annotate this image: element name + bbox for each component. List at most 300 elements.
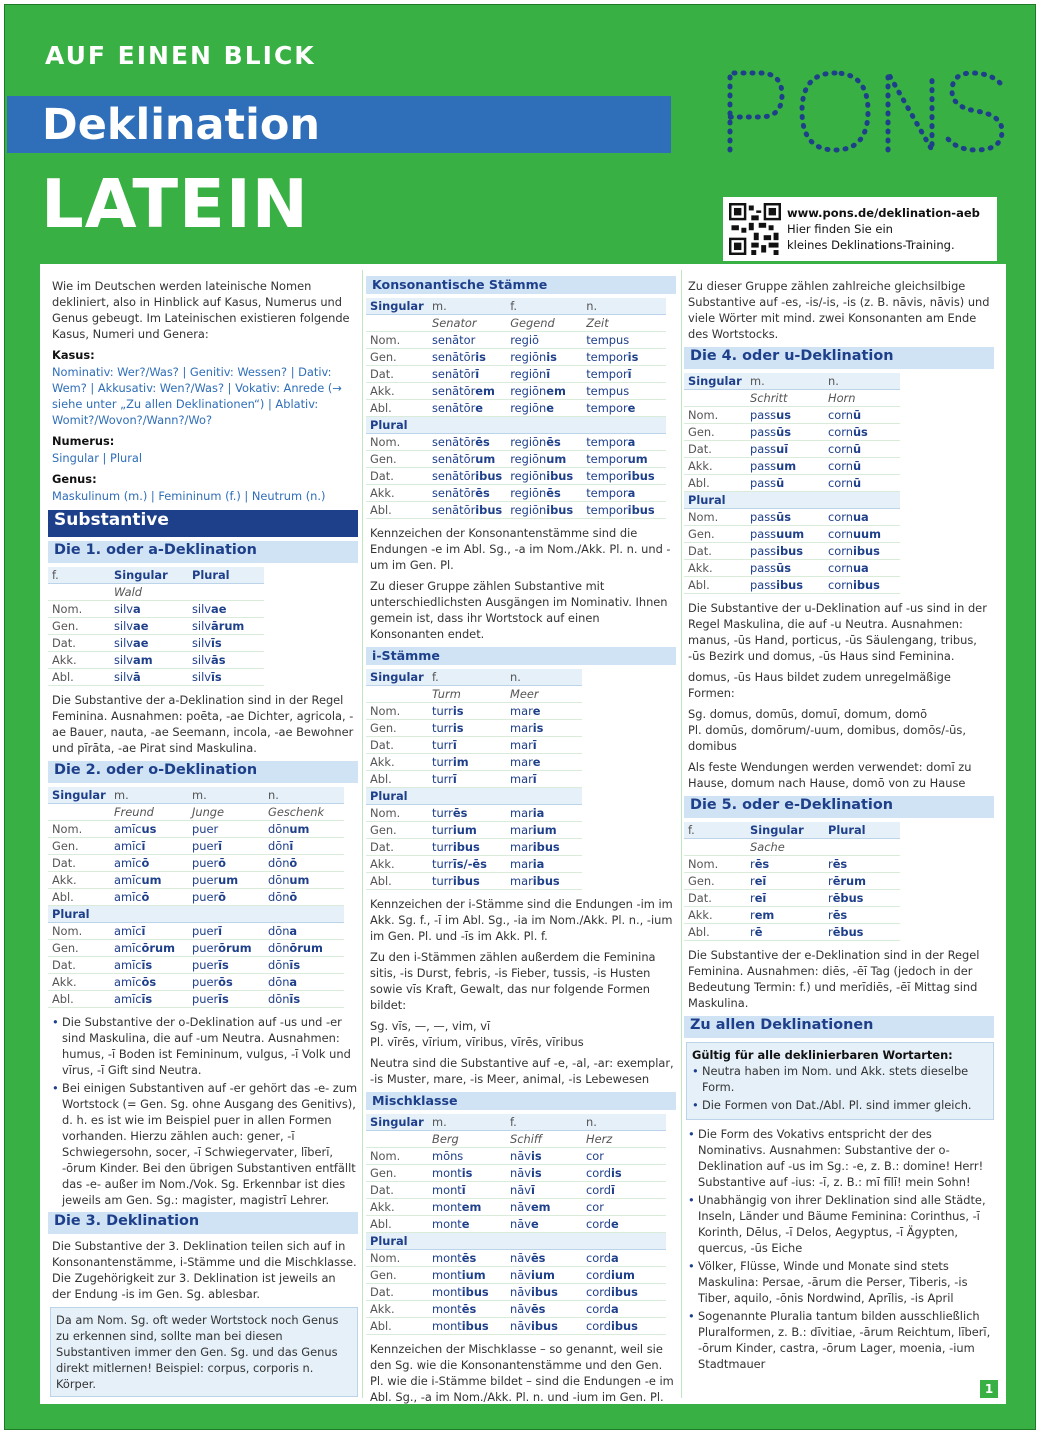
word-ending: ī (532, 772, 537, 786)
word-ending: ū (852, 476, 862, 490)
form-cell (264, 855, 344, 872)
case-label: Akk. (48, 872, 110, 889)
table-decl-5 (684, 822, 900, 941)
table-row (366, 703, 582, 720)
form-cell (428, 856, 506, 873)
vis-plural: Pl. vīrēs, vīrium, vīribus, vīrēs, vīribus (370, 1035, 584, 1049)
word-ending: e (475, 401, 483, 415)
form-cell (824, 856, 900, 873)
word-stem: cord (586, 1251, 611, 1265)
header-cell: m. (746, 373, 824, 390)
case-label: Abl. (684, 475, 746, 492)
heading-decl-2: Die 2. oder o-Deklination (48, 761, 358, 783)
form-cell (428, 1165, 506, 1182)
word-stem: mont (432, 1285, 462, 1299)
form-cell (428, 349, 506, 366)
header-cell: Singular (366, 669, 428, 686)
word-ending: ō (218, 890, 226, 904)
header-cell: Senator (428, 315, 506, 332)
word-stem: pass (750, 527, 777, 541)
word-stem: mar (510, 755, 533, 769)
table-row (684, 407, 900, 424)
table-row (366, 873, 582, 890)
header-cell: f. (428, 669, 506, 686)
table-row (48, 601, 264, 618)
word-stem: puer (192, 958, 219, 972)
form-cell (428, 1318, 506, 1335)
word-ending: ī (461, 1183, 466, 1197)
case-label: Dat. (366, 737, 428, 754)
table-header-row (366, 669, 582, 686)
word-ending: ī (530, 1183, 535, 1197)
word-stem: mar (510, 874, 533, 888)
form-cell (746, 543, 824, 560)
header-cell: Sache (746, 839, 824, 856)
word-ending: um (776, 459, 797, 473)
rule-box-item: • Neutra haben im Nom. und Akk. stets dieselbe Form. (692, 1063, 988, 1095)
column-divider (681, 270, 682, 1398)
form-cell (428, 720, 506, 737)
word-stem: senātōr (432, 486, 476, 500)
table-row (48, 889, 344, 906)
form-cell (506, 349, 582, 366)
word-stem: senātōr (432, 452, 476, 466)
header-cell: Plural (824, 822, 900, 839)
word-stem: turr (432, 721, 453, 735)
word-ending: e (546, 401, 554, 415)
word-ending: ibus (627, 469, 655, 483)
header-cell (428, 417, 506, 434)
word-stem: pass (750, 459, 777, 473)
general-rule-vokativ: • Die Form des Vokativs entspricht der des Nominativs. Ausnahmen: Substantive der o-Deklination auf -us im Sg.: -e, z. B.: domine! Herr! Substantive auf -ius: -ī, z. B.: mī fīlī! mein Sohn! (688, 1126, 994, 1190)
form-cell (746, 907, 824, 924)
qr-line-2: kleines Deklinations-Training. (787, 238, 955, 252)
table-row (366, 754, 582, 771)
word-stem: pass (750, 510, 777, 524)
form-cell (264, 974, 344, 991)
case-label: Akk. (48, 652, 110, 669)
case-label: Akk. (48, 974, 110, 991)
word-ending: is (475, 350, 486, 364)
word-ending: ō (289, 856, 298, 870)
header-cell: Wald (110, 584, 188, 601)
word-stem: pass (750, 578, 777, 592)
word-ending: uum (776, 527, 805, 541)
form-cell (188, 635, 264, 652)
form-cell (428, 1267, 506, 1284)
word-ending: us (141, 822, 157, 836)
word-ending: ibus (461, 1319, 489, 1333)
word-stem: nāv (510, 1285, 531, 1299)
word-ending: ērum (832, 874, 867, 888)
header-cell: Singular (366, 298, 428, 315)
general-rule-pluralia-tantum: • Sogenannte Pluralia tantum bilden ausschließlich Pluralformen, z. B.: dīvitiae, -ārum Reichtum, līberī, -ōrum Kinder, castra, -ōrum Lager, moenia, -ium Stadtmauer (688, 1308, 994, 1372)
word-stem: mont (432, 1268, 462, 1282)
general-rule-maskulina: • Völker, Flüsse, Winde und Monate sind stets Maskulina: Persae, -ārum die Perser, Tiberis, -is Tiber, aquilo, -ōnis Nordwind, Aprīlis, -is April (688, 1258, 994, 1306)
word-ending: em (530, 1200, 551, 1214)
pons-logo (720, 65, 1010, 155)
header-cell: n. (264, 787, 344, 804)
note-mischklasse: Kennzeichen der Mischklasse – so genannt, weil sie den Sg. wie die Konsonantenstämme und den Gen. Pl. wie die i-Stämme bildet – sind die Endungen -e im Abl. Sg., -a im Nom./Akk. Pl. n. und -ium im Gen. Pl. (370, 1342, 674, 1404)
word-ending: īs (141, 992, 153, 1006)
form-cell (110, 635, 188, 652)
word-stem: tempor (586, 401, 628, 415)
word-stem: senātōr (432, 367, 476, 381)
word-stem: dōn (268, 975, 290, 989)
word-stem: silv (192, 636, 212, 650)
header-cell (188, 906, 264, 923)
vis-singular: Sg. vīs, —, —, vim, vī (370, 1019, 491, 1033)
case-label: Gen. (366, 1267, 428, 1284)
header-cell: n. (824, 373, 900, 390)
word-ending: is (610, 1166, 622, 1180)
form-cell (428, 805, 506, 822)
table-row (366, 805, 582, 822)
case-label: Nom. (366, 434, 428, 451)
word-stem: cord (586, 1217, 611, 1231)
table-row (684, 543, 900, 560)
table-row (366, 839, 582, 856)
word-stem: dōn (268, 856, 290, 870)
word-stem: nāv (510, 1319, 531, 1333)
word-ending: ium (461, 1268, 486, 1282)
word-ending: a (627, 435, 636, 449)
form-cell (824, 424, 900, 441)
word-ending: a (133, 602, 141, 616)
word-stem: pass (750, 408, 777, 422)
case-label: Nom. (48, 821, 110, 838)
form-cell (582, 383, 666, 400)
word-stem: corn (828, 425, 853, 439)
word-ending: ibus (452, 840, 480, 854)
form-cell (506, 1216, 582, 1233)
word-stem: cord (586, 1319, 611, 1333)
case-label: Abl. (684, 924, 746, 941)
word-ending: is (530, 1166, 542, 1180)
table-row (48, 855, 344, 872)
header-cell (428, 1233, 506, 1250)
form-cell (506, 805, 582, 822)
word-ending: ēs (461, 1302, 477, 1316)
table-row (684, 509, 900, 526)
word-stem: r (828, 925, 833, 939)
header-cell: Freund (110, 804, 188, 821)
form-cell (428, 703, 506, 720)
word-ending: ua (852, 510, 869, 524)
form-cell (264, 940, 344, 957)
form-cell (582, 502, 666, 519)
form-cell (110, 889, 188, 906)
form-cell (506, 754, 582, 771)
word-ending: e (610, 1217, 619, 1231)
word-ending: um (546, 452, 567, 466)
case-label: Akk. (366, 485, 428, 502)
word-stem: regiōn (510, 435, 547, 449)
case-label: Nom. (48, 601, 110, 618)
word-ending: ium (610, 1268, 635, 1282)
word-stem: regiōn (510, 350, 547, 364)
form-cell (824, 526, 900, 543)
word-stem: amīc (114, 992, 142, 1006)
word-stem: mont (432, 1166, 462, 1180)
word-stem: dōn (268, 839, 290, 853)
form-cell (824, 441, 900, 458)
table-row (684, 873, 900, 890)
form-cell (582, 400, 666, 417)
word-ending: is (627, 350, 639, 364)
form-cell (428, 434, 506, 451)
form-cell (746, 526, 824, 543)
header-cell: Plural (188, 567, 264, 584)
header-cell (366, 1131, 428, 1148)
form-cell (506, 366, 582, 383)
word-ending: ī (452, 772, 457, 786)
form-cell (506, 1284, 582, 1301)
word-stem: senātōr (432, 384, 476, 398)
word-stem: tempor (586, 452, 628, 466)
header-cell: f. (506, 298, 582, 315)
content-sheet (40, 264, 1006, 1404)
word-stem: r (750, 891, 755, 905)
word-stem: mar (510, 840, 533, 854)
word-stem: silv (114, 602, 134, 616)
word-stem: nāv (510, 1302, 531, 1316)
header-cell (684, 839, 746, 856)
word-stem: silv (192, 653, 212, 667)
form-cell (582, 1267, 666, 1284)
form-cell (264, 923, 344, 940)
form-cell (506, 1182, 582, 1199)
word-stem: turr (432, 874, 453, 888)
form-cell (188, 618, 264, 635)
form-cell (506, 1318, 582, 1335)
word-stem: dōn (268, 958, 290, 972)
word-ending: ī (452, 738, 457, 752)
form-cell (506, 1199, 582, 1216)
word-ending: ūs (776, 510, 791, 524)
word-ending: is (532, 721, 544, 735)
word-stem: nāv (510, 1268, 531, 1282)
form-cell (428, 366, 506, 383)
heading-decl-3: Die 3. Deklination (48, 1212, 358, 1234)
case-label: Nom. (366, 703, 428, 720)
table-row (48, 821, 344, 838)
table-row (366, 451, 666, 468)
form-cell (428, 502, 506, 519)
word-ending: e (532, 755, 541, 769)
word-ending: e (532, 704, 541, 718)
case-label: Dat. (366, 1182, 428, 1199)
header-cell: Singular (684, 373, 746, 390)
form-cell (746, 407, 824, 424)
word-stem: mont (432, 1200, 462, 1214)
word-stem: silv (114, 670, 134, 684)
table-row (684, 560, 900, 577)
table-row (366, 366, 666, 383)
table-row (366, 1267, 666, 1284)
word-ending: ī (141, 839, 146, 853)
header-cell: Plural (684, 492, 746, 509)
word-ending: ibus (776, 578, 804, 592)
kasus-label: Kasus: (52, 348, 95, 362)
word-ending: ī (218, 924, 223, 938)
header-cell (746, 492, 824, 509)
word-ending: ia (532, 857, 545, 871)
case-label: Gen. (684, 424, 746, 441)
form-cell (824, 475, 900, 492)
word-stem: amīc (114, 924, 142, 938)
word-ending: a (627, 486, 636, 500)
case-label: Abl. (366, 1216, 428, 1233)
form-cell (110, 957, 188, 974)
header-cell (506, 417, 582, 434)
word-stem: nāv (510, 1200, 531, 1214)
word-stem: amīc (114, 873, 142, 887)
word-stem: turr (432, 857, 453, 871)
case-label: Abl. (366, 1318, 428, 1335)
word-ending: ū (776, 476, 785, 490)
form-cell (506, 720, 582, 737)
word-stem: regiōn (510, 469, 547, 483)
header-cell: Singular (110, 567, 188, 584)
header-cell (428, 788, 506, 805)
word-stem: nāv (510, 1251, 531, 1265)
header-cell: n. (506, 669, 582, 686)
word-stem: mar (510, 857, 533, 871)
word-ending: ibus (532, 840, 560, 854)
case-label: Abl. (48, 669, 110, 686)
word-stem: dōn (268, 924, 290, 938)
table-row (684, 424, 900, 441)
form-cell (110, 940, 188, 957)
word-ending: ō (141, 856, 150, 870)
word-ending: eī (754, 874, 767, 888)
rule-box-title: Gültig für alle deklinierbaren Wortarten: (692, 1048, 953, 1062)
case-label: Akk. (684, 907, 746, 924)
form-cell (188, 855, 264, 872)
kasus-list: Nominativ: Wer?/Was? | Genitiv: Wessen? | Dativ: Wem? | Akkusativ: Wen?/Was? | Vokativ: Anrede (→ siehe unter „Zu allen Deklinationen“) | Ablativ: Womit?/Wovon?/Wann?/Wo? (52, 365, 342, 427)
word-ending: em (546, 384, 566, 398)
table-header-row (684, 390, 900, 407)
table-header-row (48, 584, 264, 601)
case-label: Gen. (366, 349, 428, 366)
form-cell (264, 838, 344, 855)
form-cell (582, 1216, 666, 1233)
word-ending: ēs (832, 857, 848, 871)
word-ending: im (452, 755, 469, 769)
rule-box-item: • Die Formen von Dat./Abl. Pl. sind immer gleich. (692, 1097, 988, 1113)
heading-mischklasse: Mischklasse (366, 1092, 676, 1110)
text-decl-3: Die Substantive der 3. Deklination teilen sich auf in Konsonantenstämme, i-Stämme und die Mischklasse. Die Zugehörigkeit zur 3. Deklination ist jeweils an der Endung -is im Gen. Sg. ablesbar. (52, 1239, 357, 1301)
word-stem: cord (586, 1285, 611, 1299)
qr-url-link[interactable]: www.pons.de/deklination-aeb (787, 206, 980, 220)
word-stem: amīc (114, 839, 142, 853)
header-cell: Plural (366, 788, 428, 805)
form-cell (110, 618, 188, 635)
word-stem: senātōr (432, 469, 476, 483)
heading-decl-1: Die 1. oder a-Deklination (48, 541, 358, 563)
form-cell (110, 991, 188, 1008)
form-cell (188, 821, 264, 838)
table-row (366, 822, 582, 839)
form-cell (824, 873, 900, 890)
word-stem: cord (586, 1183, 611, 1197)
word-stem: turr (432, 704, 453, 718)
genus-label: Genus: (52, 472, 97, 486)
form-cell (428, 332, 506, 349)
word-stem: mar (510, 806, 533, 820)
table-row (684, 577, 900, 594)
note-decl-2b: • Bei einigen Substantiven auf -er gehört das -e- zum Wortstock (= Gen. Sg. ohne Ausgang des Genitivs), d. h. es ist wie im Beispiel puer in allen Formen vorhanden. Hierzu zählen auch: gener, -ī Schwiegersohn, socer, -ī Schwiegervater, līberī, -ōrum Kinder. Bei den übrigen Substantiven entfällt das -e- außer im Nom./Vok. Sg. Erkennbar ist dies jeweils am Gen. Sg.: magister, magistrī Lehrer. (52, 1080, 358, 1208)
word-stem: tempor (586, 469, 628, 483)
form-cell (188, 957, 264, 974)
form-cell (582, 1250, 666, 1267)
word-ending: īs (218, 992, 229, 1006)
form-cell (264, 957, 344, 974)
case-label: Dat. (366, 468, 428, 485)
table-row (366, 737, 582, 754)
qr-box[interactable] (723, 197, 997, 261)
case-label: Gen. (366, 1165, 428, 1182)
word-ending: ēs (546, 435, 561, 449)
header-cell: Singular (746, 822, 824, 839)
kicker-title: AUF EINEN BLICK (45, 41, 316, 70)
word-ending: um (289, 822, 310, 836)
table-header-row (366, 315, 666, 332)
word-stem: corn (828, 544, 853, 558)
table-row (366, 771, 582, 788)
word-stem: dōn (268, 992, 290, 1006)
form-cell (824, 458, 900, 475)
word-ending: ibus (776, 544, 804, 558)
word-ending: ō (218, 856, 226, 870)
word-ending: ēbus (832, 925, 864, 939)
form-cell (264, 889, 344, 906)
form-cell (428, 451, 506, 468)
form-cell (428, 468, 506, 485)
form-cell (110, 974, 188, 991)
case-label: Akk. (366, 383, 428, 400)
word-ending: ibus (627, 503, 655, 517)
word-ending: ās (211, 653, 226, 667)
heading-konsonanten: Konsonantische Stämme (366, 276, 676, 294)
word-ending: ūs (776, 425, 791, 439)
table-row (366, 434, 666, 451)
word-stem: corn (828, 442, 853, 456)
header-cell (582, 417, 666, 434)
table-row (366, 349, 666, 366)
form-cell (188, 889, 264, 906)
header-cell: Turm (428, 686, 506, 703)
table-header-row (48, 804, 344, 821)
column-1 (52, 278, 358, 1403)
table-row (684, 924, 900, 941)
header-cell: Herz (582, 1131, 666, 1148)
form-cell (582, 366, 666, 383)
form-cell (110, 652, 188, 669)
form-cell (824, 907, 900, 924)
note-decl-4-3: Als feste Wendungen werden verwendet: domī zu Hause, domum nach Hause, domō von zu Hause (688, 760, 972, 790)
table-header-row (48, 906, 344, 923)
table-row (684, 526, 900, 543)
form-cell (506, 703, 582, 720)
word-ending: ī (289, 839, 294, 853)
word-ending: ium (452, 823, 477, 837)
column-3 (688, 278, 994, 1374)
case-label: Abl. (48, 991, 110, 1008)
form-cell (506, 1148, 582, 1165)
word-ending: ium (530, 1268, 555, 1282)
